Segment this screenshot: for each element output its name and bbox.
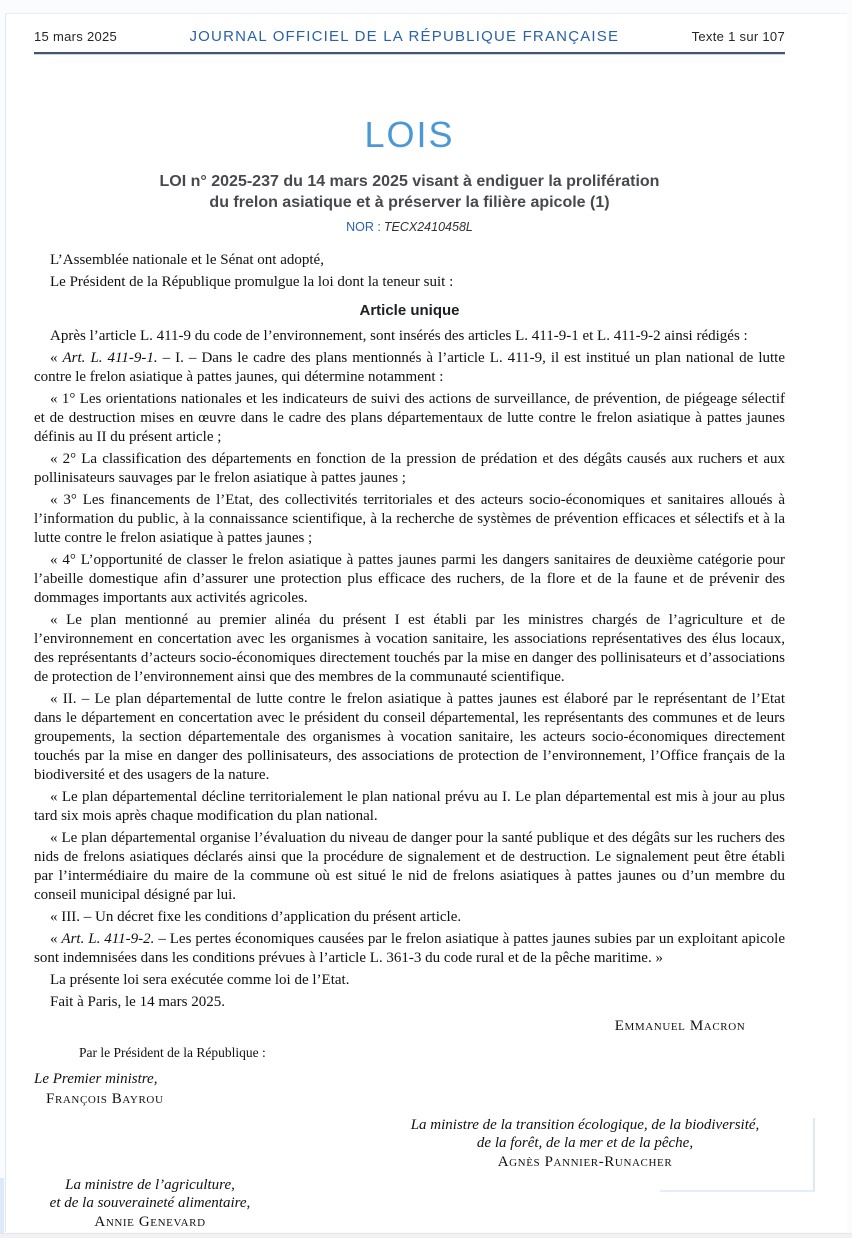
pm-role: Le Premier ministre,	[34, 1071, 158, 1087]
nor-value: TECX2410458L	[383, 220, 473, 234]
body-paragraph: « Le plan départemental décline territorialement le plan national prévu au I. Le plan départemental est mis à jour au plus tard six mois après chaque modification du plan national.	[34, 789, 785, 824]
journal-title: JOURNAL OFFICIEL DE LA RÉPUBLIQUE FRANÇAISE	[189, 28, 620, 45]
law-title-line2: du frelon asiatique et à préserver la filière apicole (1)	[209, 194, 610, 211]
body-paragraph: Le Président de la République promulgue la loi dont la teneur suit :	[50, 274, 454, 290]
agriculture-signature: Annie Genevard	[94, 1214, 206, 1230]
agriculture-minister-block	[34, 1176, 266, 1231]
by-president-line: Par le Président de la République :	[79, 1045, 266, 1060]
body-paragraph: « Art. L. 411-9-2. – Les pertes économiques causées par le frelon asiatique à pattes jaunes subies par un exploitant apicole sont indemnisées dans les conditions prévues à l’article L. 361-3 du code rural et de la pêche maritime. »	[34, 931, 785, 966]
body-paragraph: « 1° Les orientations nationales et les indicateurs de suivi des actions de surveillance, de prévention, de piégeage sélectif et de destruction mises en œuvre dans le cadre des plans départementaux de lutte contre le frelon asiatique à pattes jaunes définis au II du présent article ;	[34, 391, 785, 445]
document-page	[5, 13, 847, 1232]
body-paragraph: Fait à Paris, le 14 mars 2025.	[50, 994, 225, 1010]
ecology-role-line1: La ministre de la transition écologique, de la biodiversité,	[410, 1117, 760, 1133]
body-paragraph: « III. – Un décret fixe les conditions d’application du présent article.	[50, 909, 462, 925]
viewer-bottom-bar	[0, 1233, 852, 1238]
body-paragraph: « Art. L. 411-9-1. – I. – Dans le cadre des plans mentionnés à l’article L. 411-9, il est institué un plan national de lutte contre le frelon asiatique à pattes jaunes, qui détermine notamment :	[34, 350, 786, 385]
ecology-signature: Agnès Pannier-Runacher	[497, 1154, 673, 1170]
body-paragraph: Après l’article L. 411-9 du code de l’environnement, sont insérés des articles L. 411-9-1 et L. 411-9-2 ainsi rédigés :	[50, 328, 748, 344]
agriculture-role-line2: et de la souveraineté alimentaire,	[49, 1195, 251, 1211]
law-title	[34, 171, 785, 213]
law-title-line1: LOI n° 2025-237 du 14 mars 2025 visant à endiguer la prolifération	[159, 173, 660, 190]
publication-date: 15 mars 2025	[34, 29, 118, 44]
texte-indicator: Texte 1 sur 107	[691, 29, 785, 44]
body-paragraph: « 2° La classification des départements en fonction de la pression de prédation et des dégâts causés aux ruchers et aux pollinisateurs sauvages par le frelon asiatique à pattes jaunes ;	[34, 451, 785, 486]
article-heading: Article unique	[359, 302, 460, 319]
body-paragraph: « Le plan mentionné au premier alinéa du présent I est établi par les ministres chargés de l’agriculture et de l’environnement en concertation avec les organismes à vocation sanitaire, les associations représentatives des élus locaux, des représentants d’acteurs socio-économiques directement touchés par la mise en danger des pollinisateurs et d’associations de protection de l’environnement ainsi que des membres de la communauté scientifique.	[34, 612, 785, 685]
signature-section	[34, 1017, 785, 1231]
president-signature: Emmanuel Macron	[614, 1018, 746, 1034]
body-paragraph: « Le plan départemental organise l’évaluation du niveau de danger pour la santé publique et des dégâts sur les ruchers des nids de frelons asiatiques déclarés ainsi que la procédure de signalement et de destruction. Le signalement peut être établi par l’intermédiaire du maire de la commune où est situé le nid de frelons asiatiques à pattes jaunes ou d’un membre du conseil municipal désigné par lui.	[34, 830, 785, 903]
page-left-edge	[0, 1178, 4, 1233]
ecology-role-line2: de la forêt, de la mer et de la pêche,	[476, 1135, 694, 1151]
pm-signature: François Bayrou	[46, 1091, 164, 1107]
body-paragraph: « 3° Les financements de l’Etat, des collectivités territoriales et des acteurs socio-économiques et sanitaires alloués à l’information du public, à la connaissance scientifique, à la recherche de systèmes de prévention efficaces et sélectifs et à la lutte contre le frelon asiatique à pattes jaunes ;	[34, 492, 785, 546]
body-flow	[34, 251, 785, 1012]
ecology-minister-block	[385, 1116, 785, 1171]
body-paragraph: « 4° L’opportunité de classer le frelon asiatique à pattes jaunes parmi les dangers sanitaires de deuxième catégorie pour l’abeille domestique afin d’assurer une protection plus efficace des ruchers, de la flore et de la faune et de prévenir des dommages importants aux activités agricoles.	[34, 552, 785, 606]
agriculture-role-line1: La ministre de l’agriculture,	[65, 1177, 235, 1193]
section-title: LOIS	[364, 114, 455, 155]
body-paragraph: L’Assemblée nationale et le Sénat ont adopté,	[50, 252, 324, 268]
nor-label: NOR :	[346, 220, 381, 234]
nor-line	[34, 220, 785, 234]
body-paragraph: La présente loi sera exécutée comme loi de l’Etat.	[50, 972, 350, 988]
body-paragraph: « II. – Le plan départemental de lutte contre le frelon asiatique à pattes jaunes est élaboré par le représentant de l’Etat dans le département en concertation avec le président du conseil départemental, les représentants des communes et de leurs groupements, la section départementale des organismes à vocation sanitaire, les acteurs socio-économiques directement touchés par la mise en danger des pollinisateurs, des associations de protection de l’environnement, l’Office français de la biodiversité et des usagers de la nature.	[34, 691, 785, 783]
header-rule	[34, 52, 785, 54]
journal-header	[34, 28, 785, 45]
